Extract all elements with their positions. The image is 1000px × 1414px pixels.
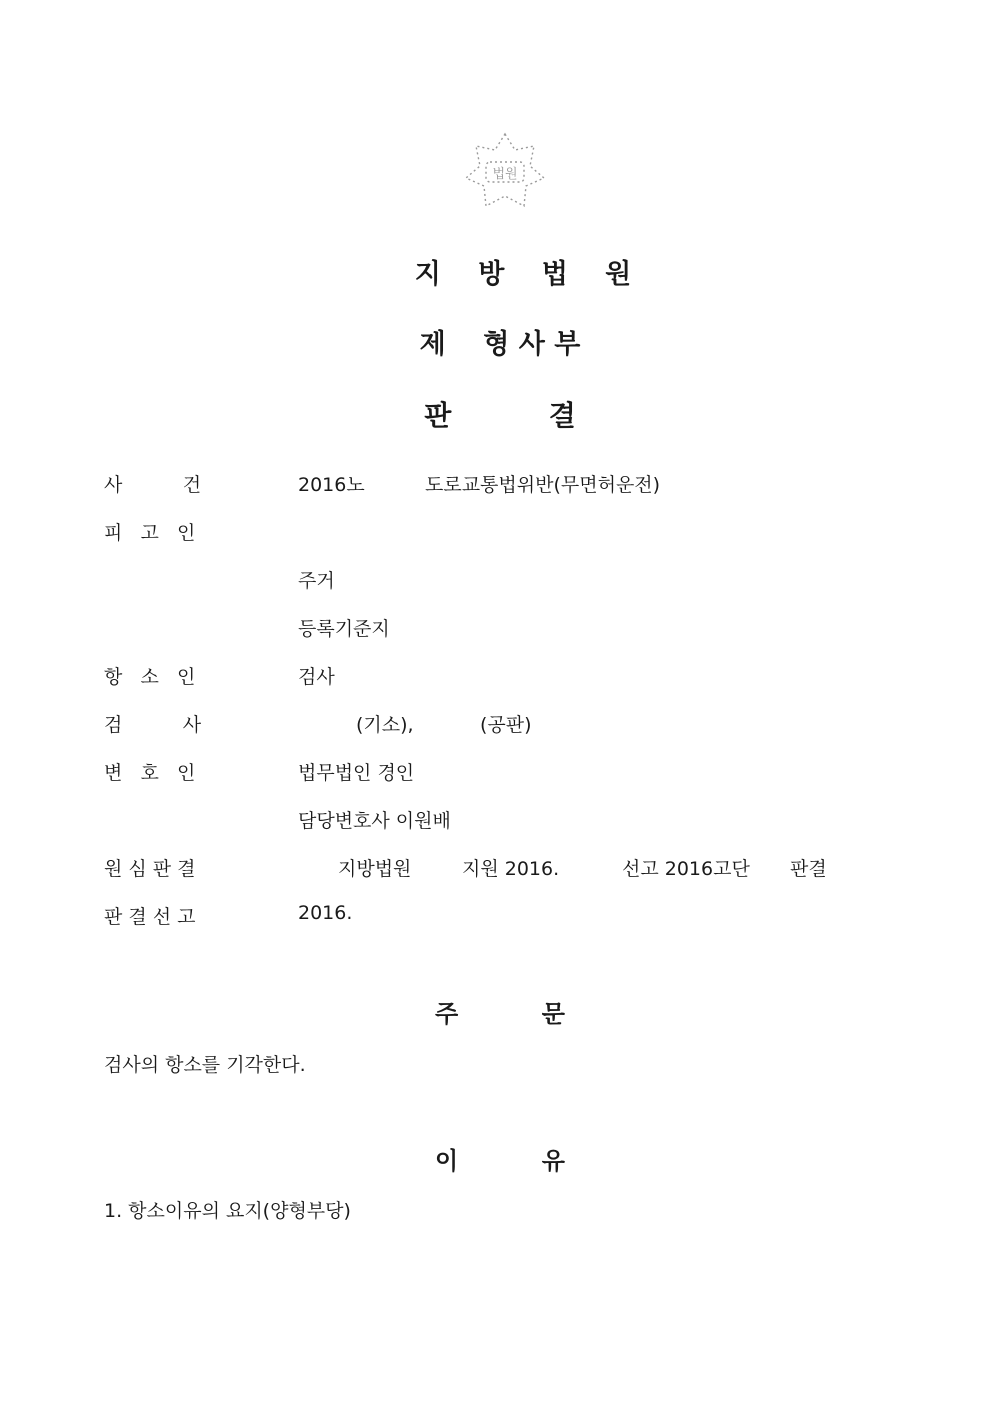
division-name: 제 형 사 부: [419, 329, 581, 360]
counsel-attorney: 담당변호사 이원배: [298, 810, 451, 832]
lower-judgment-sentence: 선고 2016고단: [622, 858, 750, 880]
defendant-registered-label: 등록기준지: [298, 618, 390, 640]
defendant-label: 피 고 인: [104, 522, 196, 544]
judgment-title: 판 결: [424, 399, 576, 432]
lower-judgment-court: 지방법원: [338, 858, 412, 880]
case-name: 도로교통법위반(무면허운전): [425, 474, 661, 496]
court-name: 지 방 법 원: [414, 259, 646, 290]
seal-text: 법원: [492, 167, 518, 182]
lower-judgment-suffix: 판결: [790, 858, 827, 880]
appellant-label: 항 소 인: [104, 666, 196, 688]
order-text: 검사의 항소를 기각한다.: [104, 1054, 306, 1076]
pronouncement-label: 판 결 선 고: [104, 906, 196, 928]
case-label: 사 건: [104, 474, 202, 496]
order-heading: 주 문: [435, 1000, 565, 1028]
defendant-address-label: 주거: [298, 570, 335, 592]
prosecutor-trial: (공판): [480, 714, 532, 736]
counsel-label: 변 호 인: [104, 762, 196, 784]
lower-judgment-label: 원 심 판 결: [104, 858, 196, 880]
prosecutor-label: 검 사: [104, 714, 202, 736]
prosecutor-indictment: (기소),: [356, 714, 414, 736]
reasons-item-1: 1. 항소이유의 요지(양형부당): [104, 1200, 351, 1222]
counsel-firm: 법무법인 경인: [298, 762, 415, 784]
reasons-heading: 이 유: [435, 1147, 565, 1175]
appellant-value: 검사: [298, 666, 335, 688]
pronouncement-date: 2016.: [298, 902, 353, 924]
court-seal-icon: [462, 128, 548, 214]
lower-judgment-branch: 지원 2016.: [462, 858, 560, 880]
case-number: 2016노: [298, 474, 365, 496]
